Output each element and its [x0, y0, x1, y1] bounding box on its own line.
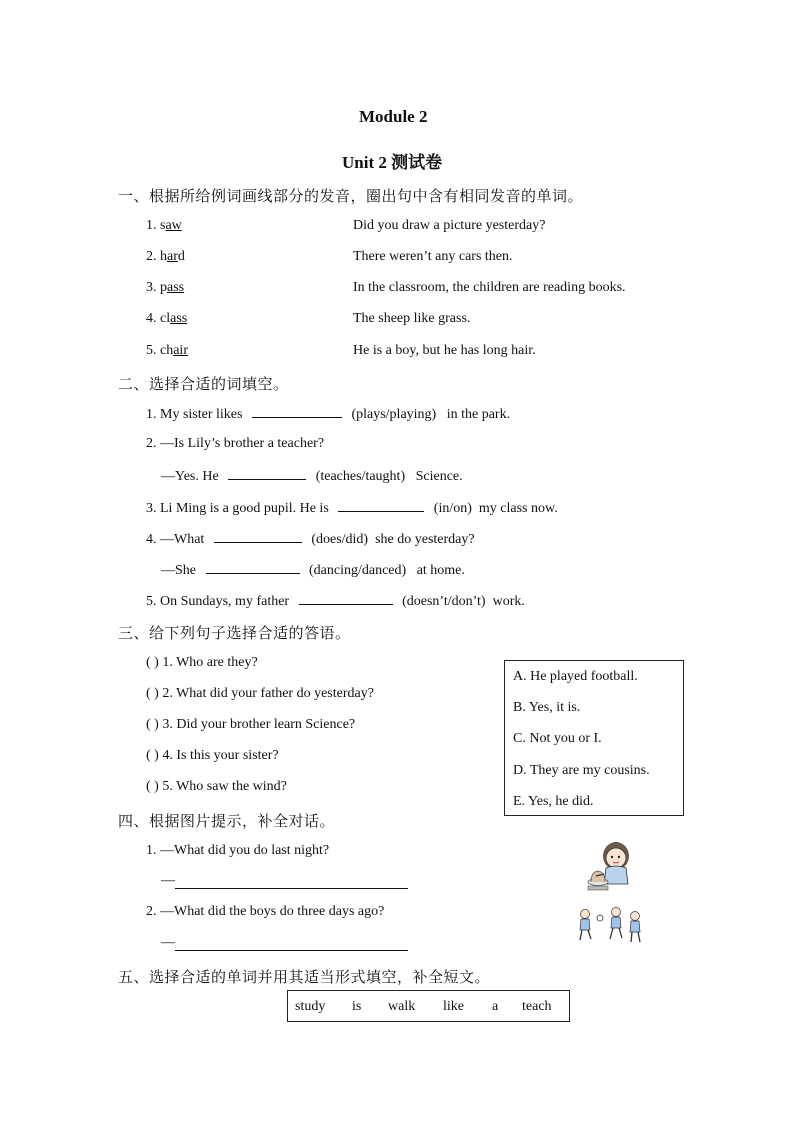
- s3-question-2: ( ) 2. What did your father do yesterday?: [146, 686, 374, 701]
- s4-question-1: 1. —What did you do last night?: [146, 843, 330, 858]
- answer-paren[interactable]: ( ): [146, 686, 159, 701]
- s4-question-2: 2. —What did the boys do three days ago?: [146, 904, 385, 919]
- s3-question-4: ( ) 4. Is this your sister?: [146, 748, 279, 763]
- answer-blank[interactable]: [252, 405, 342, 418]
- answer-paren[interactable]: ( ): [146, 779, 159, 794]
- answer-blank[interactable]: [338, 499, 424, 512]
- word-bank-item: is: [352, 999, 362, 1014]
- s2-line-3: —Yes. He (teaches/taught) Science.: [161, 469, 463, 484]
- section-2-heading: 二、选择合适的词填空。: [118, 375, 289, 393]
- s2-line-7: 5. On Sundays, my father (doesn’t/don’t) work.: [146, 594, 525, 609]
- s1-word-5: 5. chair: [146, 343, 188, 358]
- s2-line-4: 3. Li Ming is a good pupil. He is (in/on) my class now.: [146, 501, 558, 516]
- answer-option-c: C. Not you or I.: [513, 731, 602, 746]
- unit-title: Unit 2 测试卷: [342, 153, 443, 172]
- word-bank-item: like: [443, 999, 464, 1014]
- section-3-heading: 三、给下列句子选择合适的答语。: [118, 624, 351, 642]
- s1-sentence-4: The sheep like grass.: [353, 311, 471, 326]
- section-5-heading: 五、选择合适的单词并用其适当形式填空，补全短文。: [118, 968, 491, 986]
- boys-football-illustration: [576, 906, 644, 946]
- s4-dash-1: —: [161, 873, 175, 888]
- word-bank-box: [287, 990, 570, 1022]
- s1-word-3: 3. pass: [146, 280, 185, 295]
- answer-option-e: E. Yes, he did.: [513, 794, 594, 809]
- s2-line-1: 1. My sister likes (plays/playing) in the park.: [146, 407, 511, 422]
- answer-paren[interactable]: ( ): [146, 655, 159, 670]
- s1-word-4: 4. class: [146, 311, 188, 326]
- s1-word-2: 2. hard: [146, 249, 185, 264]
- answer-option-d: D. They are my cousins.: [513, 763, 650, 778]
- answer-blank[interactable]: [214, 530, 302, 543]
- section-4-heading: 四、根据图片提示，补全对话。: [118, 812, 336, 830]
- word-bank-item: a: [492, 999, 499, 1014]
- s4-dash-2: —: [161, 935, 175, 950]
- word-bank-item: teach: [522, 999, 552, 1014]
- word-bank-item: walk: [388, 999, 416, 1014]
- section-1-heading: 一、根据所给例词画线部分的发音，圈出句中含有相同发音的单词。: [118, 187, 584, 205]
- s1-sentence-3: In the classroom, the children are reading books.: [353, 280, 626, 295]
- s1-sentence-5: He is a boy, but he has long hair.: [353, 343, 536, 358]
- answer-options-box: [504, 660, 684, 816]
- girl-pottery-illustration: [582, 838, 640, 898]
- word-bank-item: study: [295, 999, 326, 1014]
- s3-question-1: ( ) 1. Who are they?: [146, 655, 258, 670]
- answer-option-b: B. Yes, it is.: [513, 700, 581, 715]
- answer-paren[interactable]: ( ): [146, 748, 159, 763]
- answer-line-1[interactable]: [175, 888, 408, 889]
- s2-line-5: 4. —What (does/did) she do yesterday?: [146, 532, 475, 547]
- answer-blank[interactable]: [206, 561, 300, 574]
- answer-blank[interactable]: [228, 467, 306, 480]
- answer-blank[interactable]: [299, 592, 393, 605]
- answer-option-a: A. He played football.: [513, 669, 638, 684]
- s2-line-2: 2. —Is Lily’s brother a teacher?: [146, 436, 325, 451]
- s3-question-5: ( ) 5. Who saw the wind?: [146, 779, 287, 794]
- answer-paren[interactable]: ( ): [146, 717, 159, 732]
- s2-line-6: —She (dancing/danced) at home.: [161, 563, 465, 578]
- s1-sentence-2: There weren’t any cars then.: [353, 249, 513, 264]
- answer-line-2[interactable]: [175, 950, 408, 951]
- s1-sentence-1: Did you draw a picture yesterday?: [353, 218, 546, 233]
- s1-word-1: 1. saw: [146, 218, 182, 233]
- s3-question-3: ( ) 3. Did your brother learn Science?: [146, 717, 356, 732]
- module-title: Module 2: [359, 107, 428, 126]
